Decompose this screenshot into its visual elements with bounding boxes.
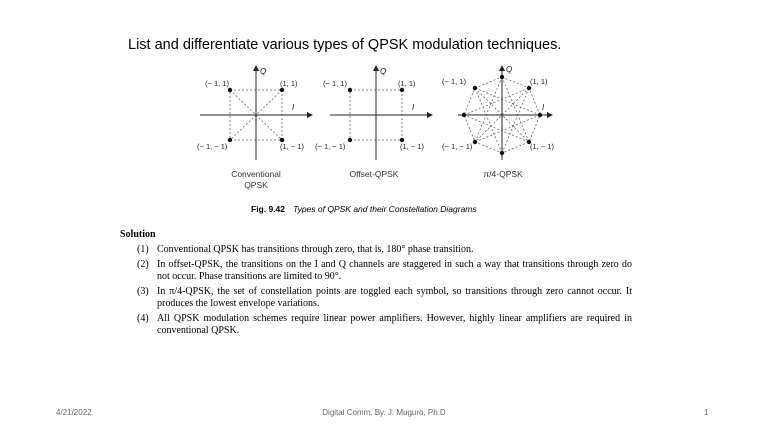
point-label: (− 1, 1)	[205, 79, 229, 88]
item-text: In offset-QPSK, the transitions on the I and Q channels are staggered in such a way that transitions through zero do not occur. Phase transitions are limited to 90°.	[157, 259, 632, 282]
item-number: (3)	[137, 286, 149, 297]
solution-item	[120, 259, 632, 283]
solution-heading: Solution	[120, 229, 156, 240]
solution-item	[120, 313, 632, 337]
diagram-label-line: QPSK	[244, 180, 268, 190]
footer-date: 4/21/2022	[56, 408, 92, 417]
i-axis-label: I	[412, 103, 415, 112]
point-label: (1, 1)	[530, 77, 548, 86]
i-axis-label: I	[542, 103, 545, 112]
diagram-label-line: Conventional	[231, 169, 281, 179]
solution-item	[120, 244, 632, 256]
item-number: (4)	[137, 313, 149, 324]
diagram-label-pi4	[465, 169, 541, 180]
item-text: Conventional QPSK has transitions through zero, that is, 180° phase transition.	[157, 244, 474, 255]
item-text: All QPSK modulation schemes require linear power amplifiers. However, highly linear amplifiers are required in conventional QPSK.	[157, 313, 632, 336]
constellation-diagrams	[190, 60, 580, 162]
conventional-qpsk-diagram	[197, 67, 310, 160]
footer-center: Digital Comm. By. J. Muguro, Ph.D	[322, 408, 446, 417]
q-axis-label: Q	[260, 67, 267, 76]
pi4-qpsk-diagram	[442, 65, 554, 160]
item-text: In π/4-QPSK, the set of constellation points are toggled each symbol, so transitions through zero cannot occur. It produces the lowest envelope variations.	[157, 286, 632, 309]
point-label: (− 1, 1)	[442, 77, 466, 86]
offset-qpsk-diagram	[315, 67, 430, 160]
figure-caption	[251, 204, 477, 214]
diagram-label-conventional	[218, 169, 294, 191]
solution-item	[120, 286, 632, 310]
footer-page-number: 1	[704, 408, 709, 417]
point-label: (− 1, 1)	[323, 79, 347, 88]
item-number: (1)	[137, 244, 149, 255]
q-axis-label: Q	[380, 67, 387, 76]
i-axis-label: I	[292, 103, 295, 112]
diagram-label-line: π/4-QPSK	[483, 169, 523, 179]
point-label: (1, − 1)	[530, 142, 554, 151]
diagram-label-offset	[336, 169, 412, 180]
point-label: (1, − 1)	[280, 142, 304, 151]
point-label: (1, 1)	[280, 79, 298, 88]
solution-list	[120, 244, 632, 337]
item-number: (2)	[137, 259, 149, 270]
solution-block	[120, 229, 632, 340]
point-label: (− 1, − 1)	[442, 142, 473, 151]
point-label: (1, 1)	[398, 79, 416, 88]
figure-number: Fig. 9.42	[251, 204, 286, 214]
point-label: (− 1, − 1)	[197, 142, 228, 151]
figure-caption-text: Types of QPSK and their Constellation Diagrams	[293, 204, 477, 214]
slide-title: List and differentiate various types of QPSK modulation techniques.	[128, 37, 562, 53]
diagram-label-line: Offset-QPSK	[349, 169, 399, 179]
point-label: (− 1, − 1)	[315, 142, 346, 151]
point-label: (1, − 1)	[400, 142, 424, 151]
q-axis-label: Q	[506, 65, 513, 74]
